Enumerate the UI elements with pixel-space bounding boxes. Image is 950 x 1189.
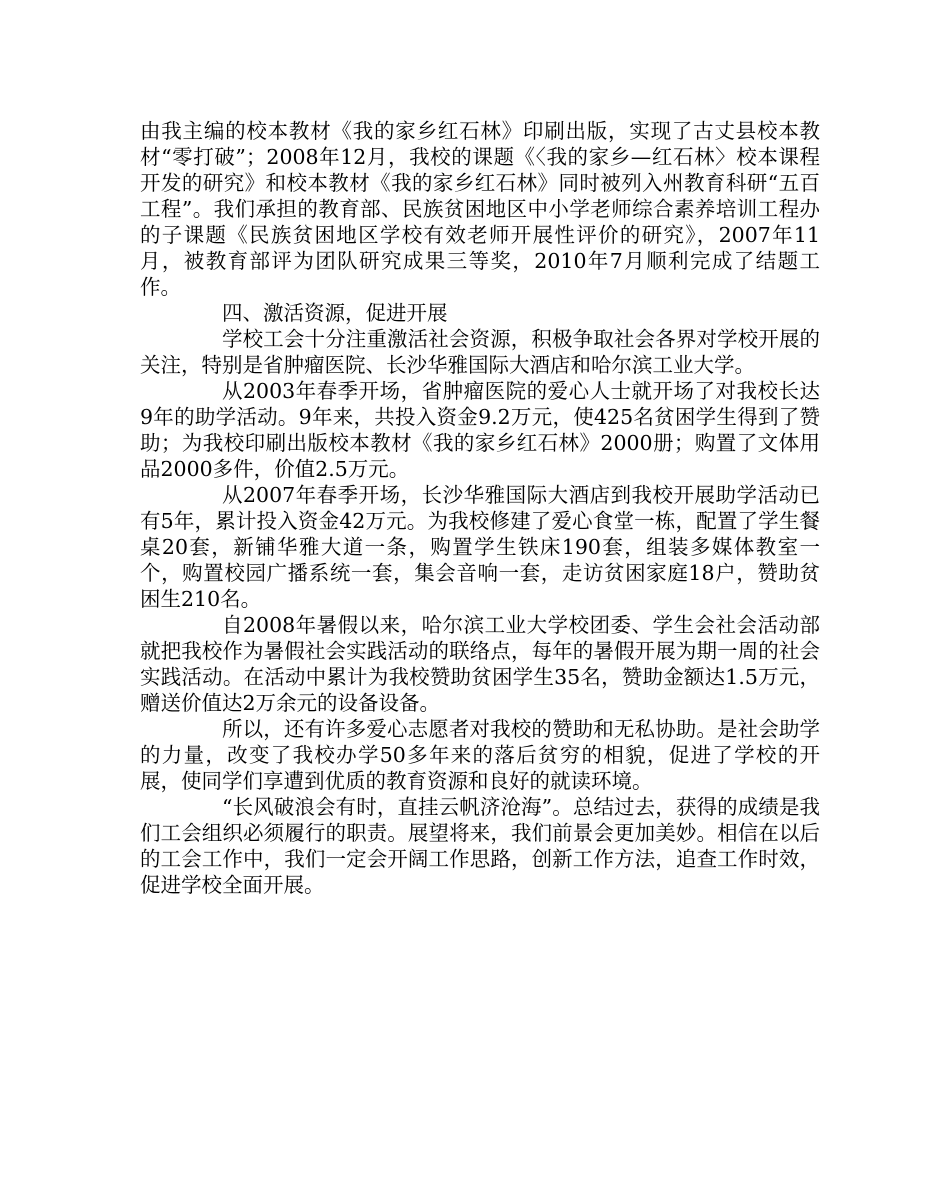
paragraph-tumor-hospital: 从2003年春季开场，省肿瘤医院的爱心人士就开场了对我校长达9年的助学活动。9年来，共投入资金9.2万元，使425名贫困学生得到了赞助；为我校印刷出版校本教材《我的家乡红石林》2000册；购置了文体用品2000多件，价值2.5万元。 xyxy=(140,379,820,481)
paragraph-harbin-university: 自2008年暑假以来，哈尔滨工业大学校团委、学生会社会活动部就把我校作为暑假社会实践活动的联络点，每年的暑假开展为期一周的社会实践活动。在活动中累计为我校赞助贫困学生35名，赞助金额达1.5万元，赠送价值达2万余元的设备设备。 xyxy=(140,613,820,715)
paragraph-conclusion: “长风破浪会有时，直挂云帆济沧海”。总结过去，获得的成绩是我们工会组织必须履行的职责。展望将来，我们前景会更加美妙。相信在以后的工会工作中，我们一定会开阔工作思路，创新工作方法，追查工作时效，促进学校全面开展。 xyxy=(140,795,820,897)
paragraph-volunteers: 所以，还有许多爱心志愿者对我校的赞助和无私协助。是社会助学的力量，改变了我校办学50多年来的落后贫穷的相貌，促进了学校的开展，使同学们享遭到优质的教育资源和良好的就读环境。 xyxy=(140,717,820,793)
section-heading-activate-resources: 四、激活资源，促进开展 xyxy=(222,301,448,325)
paragraph-union-social-resources: 学校工会十分注重激活社会资源，积极争取社会各界对学校开展的关注，特别是省肿瘤医院、长沙华雅国际大酒店和哈尔滨工业大学。 xyxy=(140,327,820,377)
document-page xyxy=(140,118,820,898)
paragraph-research-projects: 由我主编的校本教材《我的家乡红石林》印刷出版，实现了古丈县校本教材“零打破”；2008年12月，我校的课题《〈我的家乡—红石林〉校本课程开发的研究》和校本教材《我的家乡红石林》同时被列入州教育科研“五百工程”。我们承担的教育部、民族贫困地区中小学老师综合素养培训工程办的子课题《民族贫困地区学校有效老师开展性评价的研究》，2007年11月，被教育部评为团队研究成果三等奖，2010年7月顺利完成了结题工作。 xyxy=(140,119,820,299)
paragraph-huaya-hotel: 从2007年春季开场，长沙华雅国际大酒店到我校开展助学活动已有5年，累计投入资金42万元。为我校修建了爱心食堂一栋，配置了学生餐桌20套，新铺华雅大道一条，购置学生铁床190套，组装多媒体教室一个，购置校园广播系统一套，集会音响一套，走访贫困家庭18户，赞助贫困生210名。 xyxy=(140,483,820,611)
